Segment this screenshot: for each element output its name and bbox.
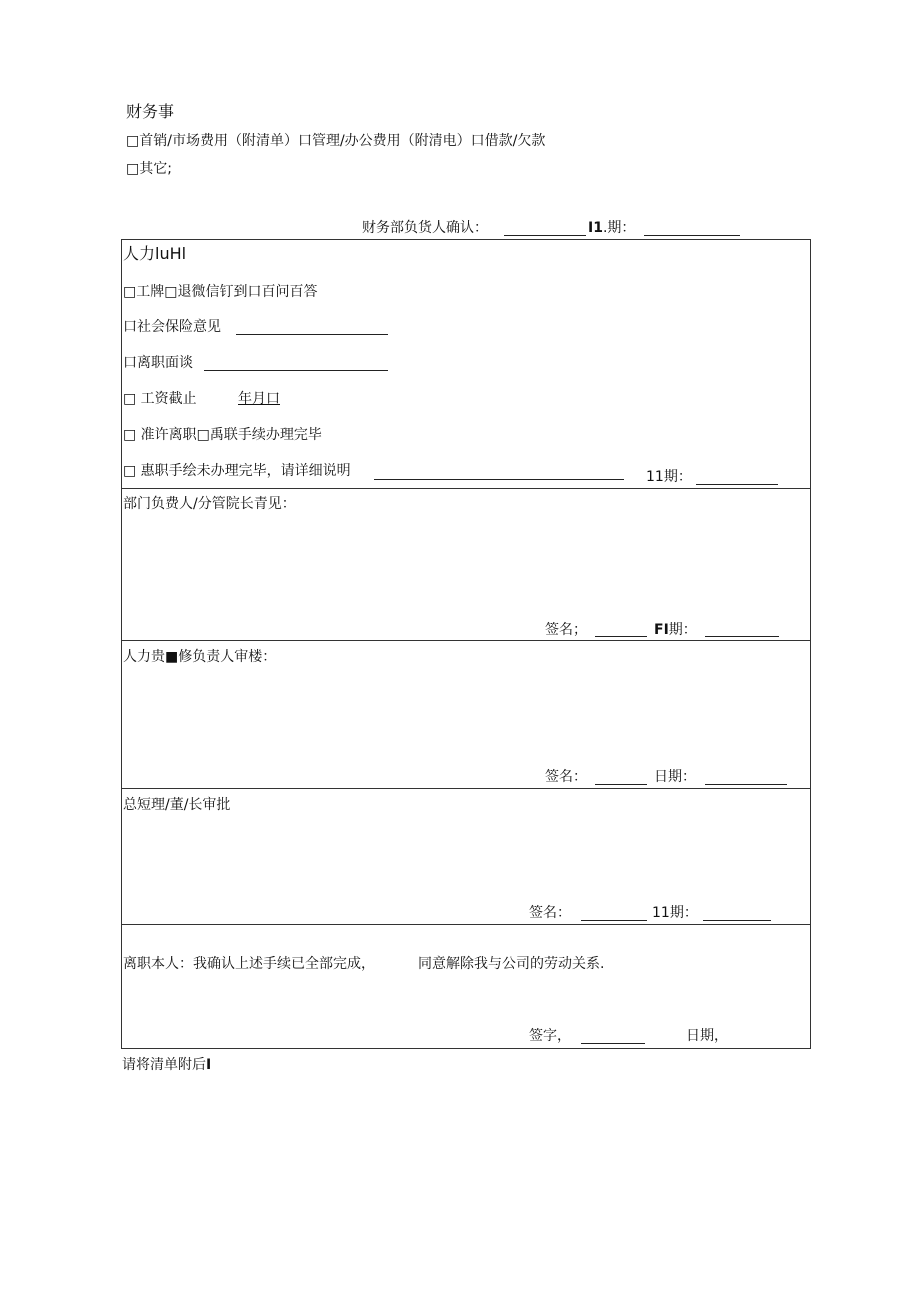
finance-date-label: I1.期： (588, 220, 636, 236)
employee-statement-2: 同意解除我与公司的劳动关系. (418, 956, 605, 972)
finance-section-title: 财务事 (126, 102, 175, 121)
attachment-note: 请将清单附后I (122, 1057, 212, 1073)
finance-confirm-signature-line[interactable] (504, 235, 586, 236)
hr-item-salary-cutoff[interactable]: □ 工资截止 (123, 391, 197, 407)
dept-section-title: 部门负费人/分管院长青见： (123, 496, 296, 512)
hr-date-label: 11期： (646, 469, 692, 485)
exit-interview-line[interactable] (204, 370, 388, 371)
hr-head-section-title: 人力贵■修负责人审楼： (123, 649, 277, 665)
finance-date-line[interactable] (644, 235, 740, 236)
hr-head-date-line[interactable] (705, 784, 787, 785)
gm-signature-line[interactable] (581, 920, 647, 921)
hr-item-approve-leave[interactable]: □ 准许离职□禹联手续办理完毕 (123, 427, 322, 443)
employee-sign-label: 签字， (529, 1028, 571, 1044)
dept-sign-label: 签名； (545, 622, 587, 638)
gm-section-title: 总短理/董/长审批 (123, 797, 231, 813)
gm-date-line[interactable] (703, 920, 771, 921)
employee-date-label: 日期， (686, 1028, 728, 1044)
finance-confirm-label: 财务部负货人确认： (362, 220, 488, 236)
social-insurance-line[interactable] (236, 334, 388, 335)
hr-item-exit-interview[interactable]: 口离职面谈 (123, 355, 193, 371)
finance-options-line1: □首销/市场费用（附清单）口管理/办公费用（附清电）口借款/欠款 (126, 133, 546, 149)
dept-signature-line[interactable] (595, 636, 647, 637)
dept-date-label: FI期： (654, 622, 697, 638)
hr-item-social-insurance[interactable]: 口社会保险意见 (123, 319, 221, 335)
hr-item-incomplete[interactable]: □ 惠职手绘未办理完毕，请详细说明 (123, 463, 351, 479)
hr-head-signature-line[interactable] (595, 784, 647, 785)
gm-sign-label: 签名： (529, 905, 571, 921)
hr-date-line[interactable] (696, 484, 778, 485)
hr-head-sign-label: 签名： (545, 769, 587, 785)
employee-signature-line[interactable] (581, 1043, 645, 1044)
dept-date-line[interactable] (705, 636, 779, 637)
hr-section-title: 人力luHl (123, 244, 187, 263)
employee-statement-1: 离职本人：我确认上述手续已全部完成， (123, 956, 375, 972)
hr-item-badge-wechat[interactable]: □工牌□退微信钉到口百问百答 (123, 284, 318, 300)
finance-options-line2: □其它; (126, 161, 172, 177)
gm-date-label: 11期： (652, 905, 698, 921)
incomplete-explanation-line[interactable] (374, 479, 624, 480)
hr-head-date-label: 日期： (654, 769, 696, 785)
salary-cutoff-date: 年月口 (238, 391, 280, 407)
